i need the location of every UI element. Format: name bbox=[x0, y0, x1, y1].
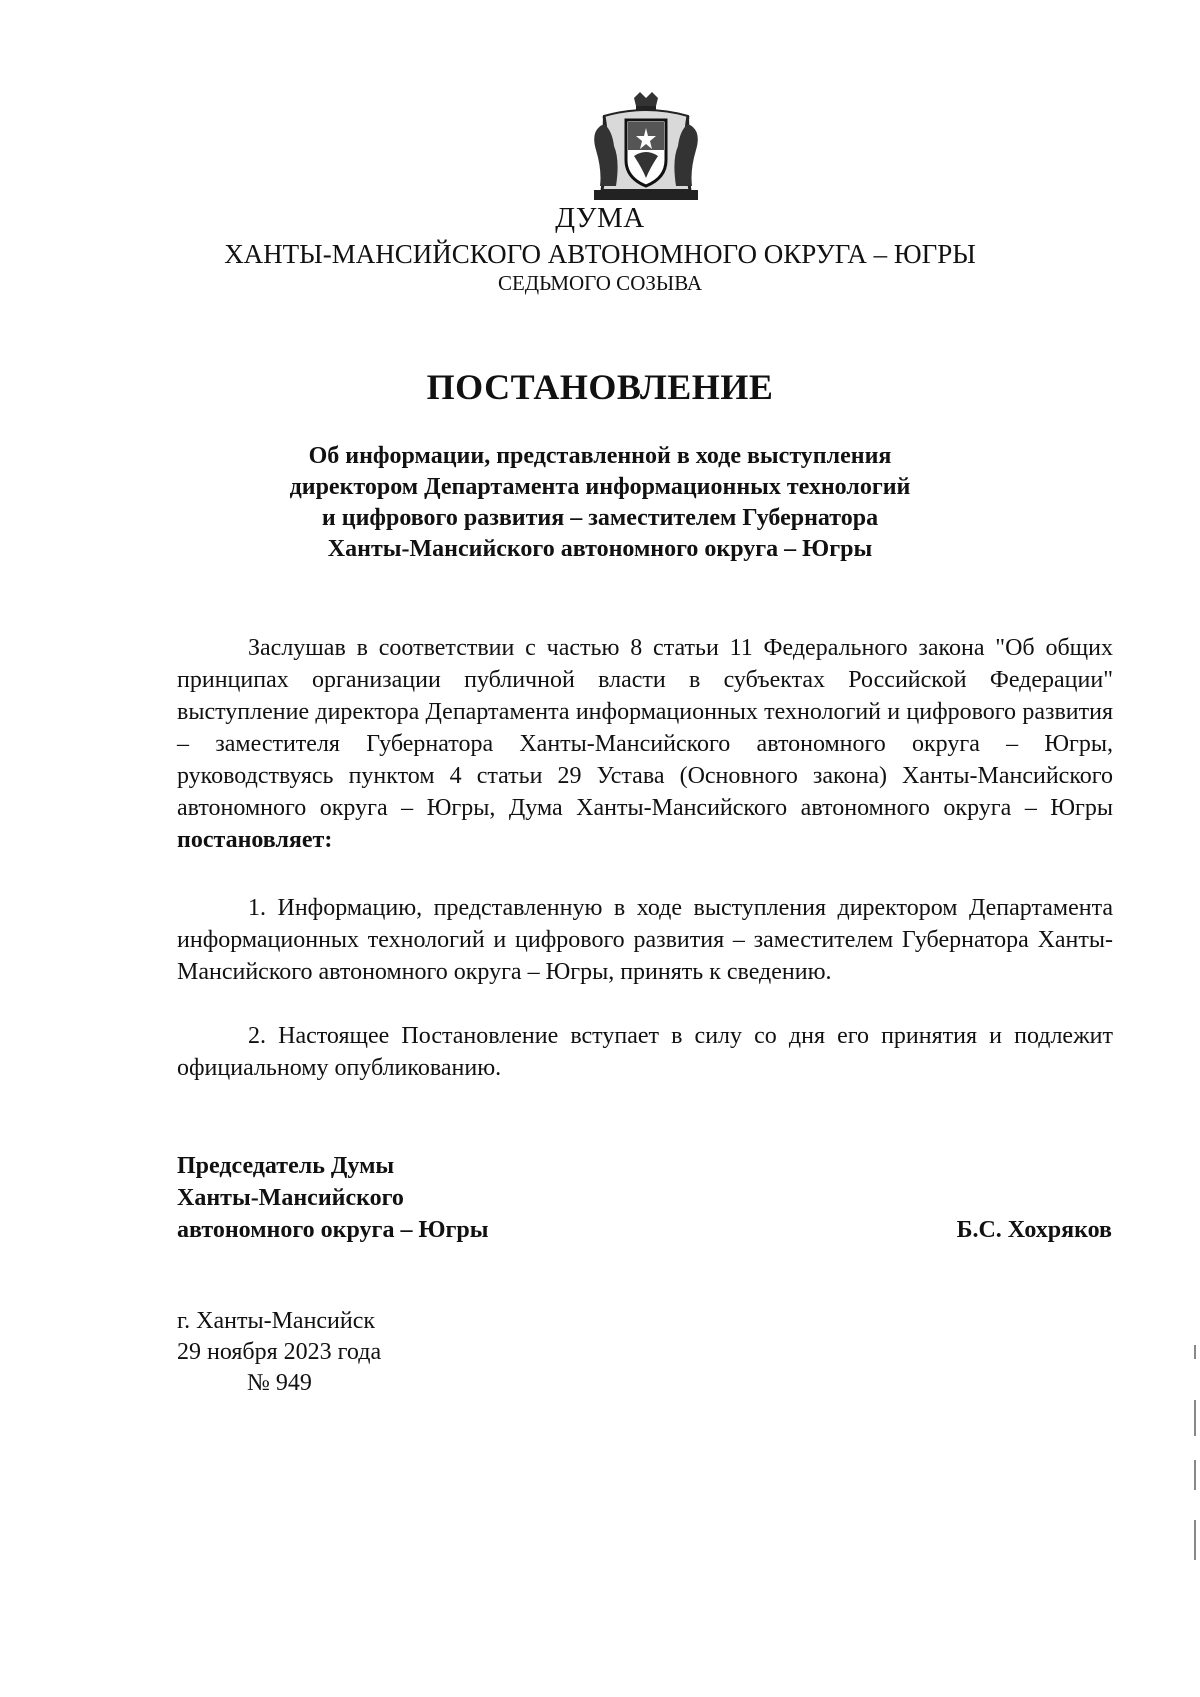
convocation: СЕДЬМОГО СОЗЫВА bbox=[497, 271, 703, 295]
item-2-text: 2. Настоящее Постановление вступает в силу со дня его принятия и подлежит официальному опубликованию. bbox=[177, 1023, 1113, 1081]
resolution-item-1 bbox=[177, 892, 1113, 988]
scan-edge-mark bbox=[1194, 1400, 1196, 1436]
signatory-position bbox=[177, 1150, 488, 1246]
issue-details bbox=[177, 1306, 381, 1399]
resolves-word: постановляет: bbox=[177, 827, 333, 853]
preamble-text: Заслушав в соответствии с частью 8 статьи 11 Федерального закона "Об общих принципах организации публичной власти в субъектах Российской Федерации" выступление директора Департамента информационных технологий и цифрового развития – заместителя Губернатора Ханты-Мансийского автономного округа – Югры, руководствуясь пунктом 4 статьи 29 Устава (Основного закона) Ханты-Мансийского автономного округа – Югры, Дума Ханты-Мансийского автономного округа – Югры bbox=[177, 635, 1113, 821]
subject-line: Ханты-Мансийского автономного округа – Югры bbox=[327, 536, 873, 562]
position-line: Ханты-Мансийского bbox=[177, 1185, 404, 1211]
signatory-name: Б.С. Хохряков bbox=[956, 1217, 1112, 1243]
organization-region: ХАНТЫ-МАНСИЙСКОГО АВТОНОМНОГО ОКРУГА – ЮГРЫ bbox=[224, 239, 976, 269]
position-line: автономного округа – Югры bbox=[177, 1217, 489, 1243]
item-1-text: 1. Информацию, представленную в ходе выступления директором Департамента информационных технологий и цифрового развития – заместителем Губернатора Ханты-Мансийского автономного округа – Югры, принять к сведению. bbox=[177, 895, 1113, 985]
subject-line: Об информации, представленной в ходе выступления bbox=[308, 443, 892, 469]
subject-line: директором Департамента информационных технологий bbox=[289, 474, 911, 500]
document-number: № 949 bbox=[247, 1370, 312, 1396]
document-type: ПОСТАНОВЛЕНИЕ bbox=[426, 367, 774, 407]
resolution-item-2 bbox=[177, 1020, 1113, 1084]
issue-date: 29 ноября 2023 года bbox=[177, 1339, 382, 1365]
scan-edge-mark bbox=[1194, 1345, 1196, 1359]
issue-place: г. Ханты-Мансийск bbox=[177, 1308, 376, 1334]
preamble-paragraph bbox=[177, 632, 1113, 856]
document-subject bbox=[0, 441, 1200, 565]
organization-title: ДУМА bbox=[555, 202, 645, 234]
subject-line: и цифрового развития – заместителем Губернатора bbox=[321, 505, 879, 531]
coat-of-arms-emblem bbox=[590, 90, 702, 204]
scan-edge-mark bbox=[1194, 1460, 1196, 1490]
position-line: Председатель Думы bbox=[177, 1153, 395, 1179]
scan-edge-mark bbox=[1194, 1520, 1196, 1560]
